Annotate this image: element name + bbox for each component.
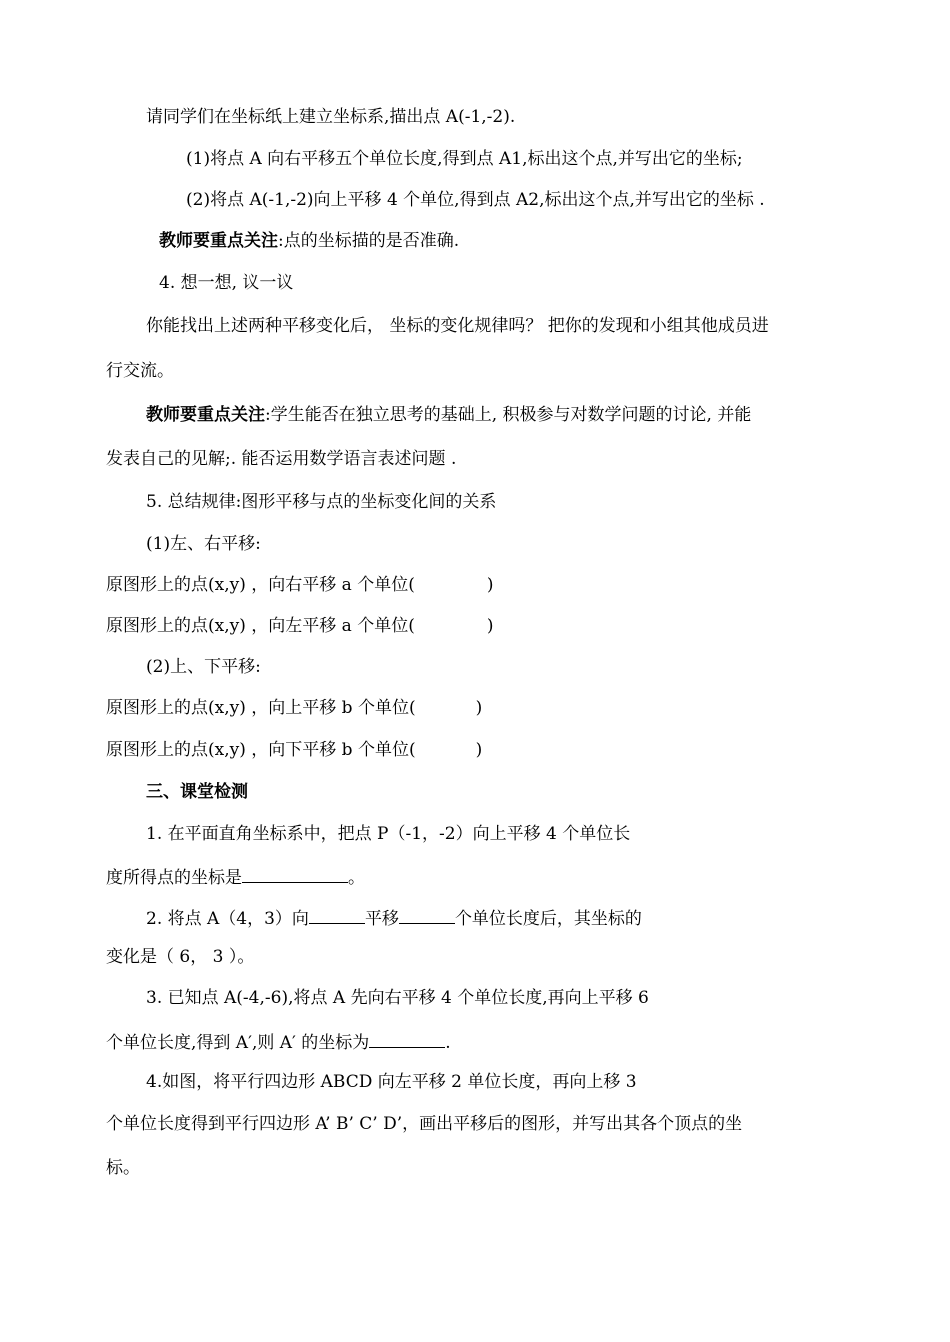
task-1: (1)将点 A 向右平移五个单位长度,得到点 A1,标出这个点,并写出它的坐标;: [186, 149, 743, 169]
question-2-line-2: 变化是（ 6， 3 ）。: [106, 947, 255, 967]
question-4-line-2: 个单位长度得到平行四边形 A’ B’ C’ D’，画出平移后的图形，并写出其各个顶点的坐: [106, 1114, 743, 1134]
answer-blank[interactable]: [369, 1029, 445, 1048]
teacher-focus-text: :点的坐标描的是否准确.: [278, 231, 460, 251]
question-2-line-1: 2. 将点 A（4，3）向 平移 个单位长度后，其坐标的: [146, 905, 642, 930]
intro-text: 请同学们在坐标纸上建立坐标系,描出点 A(-1,-2).: [146, 107, 516, 127]
rule-up: 原图形上的点(x,y) ，向上平移 b 个单位( ): [106, 698, 483, 718]
task-2: (2)将点 A(-1,-2)向上平移 4 个单位,得到点 A2,标出这个点,并写出它的坐标 .: [186, 190, 765, 210]
teacher-focus-2-line-2: 发表自己的见解;. 能否运用数学语言表述问题 .: [106, 449, 457, 469]
rule-left: 原图形上的点(x,y) ，向左平移 a 个单位( ): [106, 616, 494, 636]
answer-blank[interactable]: [309, 905, 365, 924]
question-3-line-1: 3. 已知点 A(-4,-6),将点 A 先向右平移 4 个单位长度,再向上平移 6: [146, 988, 649, 1008]
up-down-title: (2)上、下平移:: [146, 657, 261, 677]
question-1-line-2: 度所得点的坐标是 。: [106, 864, 365, 889]
rule-right: 原图形上的点(x,y) ，向右平移 a 个单位( ): [106, 575, 494, 595]
question-4-line-3: 标。: [106, 1158, 140, 1178]
section-4-line-2: 行交流。: [106, 361, 174, 381]
answer-blank[interactable]: [399, 905, 455, 924]
question-1-line-1: 1. 在平面直角坐标系中，把点 P（-1，-2）向上平移 4 个单位长: [146, 824, 631, 844]
teacher-focus-1: [159, 230, 459, 252]
teacher-focus-2: [146, 404, 751, 426]
question-4-line-1: 4.如图，将平行四边形 ABCD 向左平移 2 单位长度，再向上移 3: [146, 1072, 637, 1092]
section-4-line-1: 你能找出上述两种平移变化后， 坐标的变化规律吗？ 把你的发现和小组其他成员进: [146, 316, 769, 336]
answer-blank[interactable]: [242, 864, 348, 883]
teacher-focus-text: :学生能否在独立思考的基础上, 积极参与对数学问题的讨论, 并能: [265, 405, 752, 425]
section-4-title: 4. 想一想, 议一议: [159, 273, 294, 293]
teacher-focus-label: 教师要重点关注: [159, 231, 278, 251]
left-right-title: (1)左、右平移:: [146, 534, 261, 554]
section-5-title: 5. 总结规律:图形平移与点的坐标变化间的关系: [146, 492, 497, 512]
part-3-title: 三、课堂检测: [146, 782, 248, 802]
question-3-line-2: 个单位长度,得到 A′,则 A′ 的坐标为 .: [106, 1029, 451, 1054]
rule-down: 原图形上的点(x,y) ，向下平移 b 个单位( ): [106, 740, 483, 760]
teacher-focus-label: 教师要重点关注: [146, 405, 265, 425]
